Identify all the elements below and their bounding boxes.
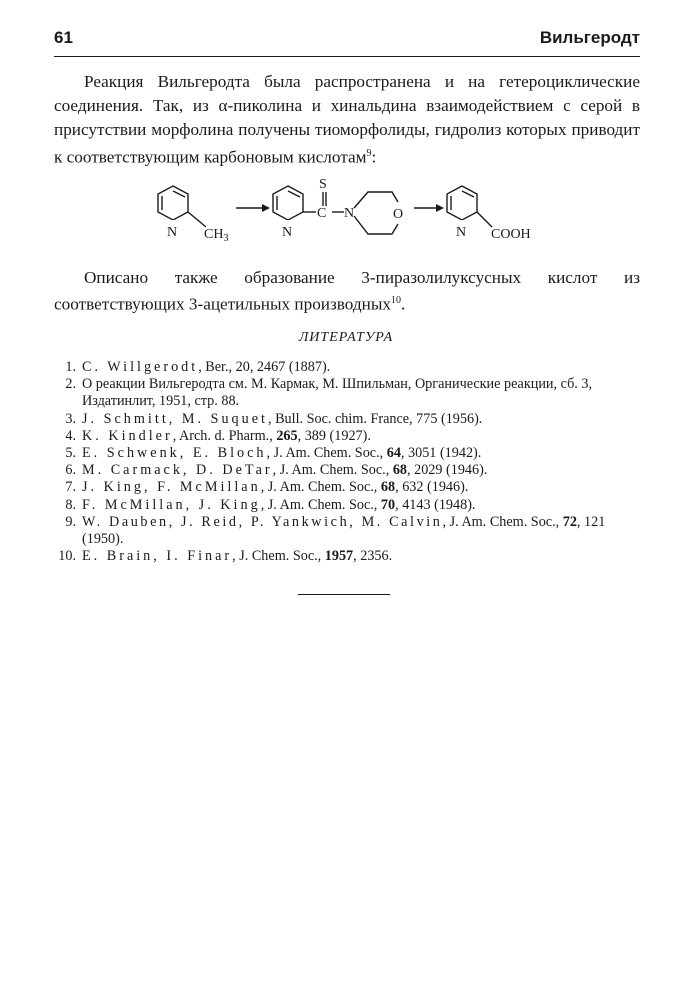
reference-authors: W. Dauben, J. Reid, P. Yankwich, M. Calvin (82, 513, 443, 530)
reference-authors: J. King, F. McMillan (82, 479, 261, 496)
closing-rule (298, 594, 390, 595)
reference-volume: 265 (276, 427, 298, 444)
reference-authors: О реакции Вильгеродта см. М. Кармак, М. Шпильман (82, 376, 408, 393)
reference-item (54, 411, 640, 428)
reference-volume: 68 (392, 462, 407, 479)
footnote-ref-10: 10 (390, 295, 401, 306)
reference-authors: M. Carmack, D. DeTar (82, 462, 273, 479)
reference-item (54, 359, 640, 376)
reference-item (54, 497, 640, 514)
paragraph-1 (54, 70, 640, 170)
methyl-group (204, 227, 228, 244)
reference-source: , J. Am. Chem. Soc., (260, 479, 381, 496)
methyl-label: CH (204, 227, 224, 242)
reference-source: , Ber., 20, 2467 (1887). (198, 359, 331, 375)
reference-item (54, 479, 640, 496)
reference-number: 2. (65, 376, 76, 393)
atom-c: C (317, 206, 327, 221)
reference-pages: , 2029 (1946). (407, 462, 488, 479)
reference-source: , Arch. d. Pharm., (172, 427, 277, 444)
reference-source: , J. Am. Chem. Soc., (272, 462, 393, 479)
reference-authors: E. Brain, I. Finar (82, 548, 233, 565)
paragraph-2 (54, 266, 640, 316)
paragraph-2-text: Описано также образование 3-пиразолилуксусных кислот из соответствующих 3-ацетильных производных (54, 268, 640, 314)
reference-authors: C. Willgerodt (82, 359, 199, 375)
paragraph-1-text: Реакция Вильгеродта была распространена и на гетероциклические соединения. Так, из α-пиколина и хинальдина взаимодействием с серой в присутствии морфолина получены тиоморфолиды, гидролиз которых приводит к соответствующим карбоновым кислотам (54, 72, 640, 167)
reference-authors: F. McMillan, J. King (82, 496, 261, 513)
reference-source: , J. Chem. Soc., (232, 548, 325, 565)
atom-n-1: N (167, 225, 178, 240)
reference-number: 6. (65, 462, 76, 479)
reference-number: 5. (65, 445, 76, 462)
running-title: Вильгеродт (539, 28, 640, 47)
paragraph-1-end: : (371, 147, 377, 167)
reference-volume: 72 (562, 513, 577, 530)
reference-number: 4. (65, 427, 76, 444)
atom-s: S (319, 177, 327, 192)
reference-authors: J. Schmitt, M. Suquet (82, 410, 268, 427)
reference-pages: , 2356. (353, 548, 393, 565)
footnote-ref-9: 9 (366, 148, 372, 159)
atom-o: O (393, 207, 404, 222)
literature-heading: ЛИТЕРАТУРА (298, 330, 394, 345)
reference-item (54, 462, 640, 479)
reference-source: , J. Am. Chem. Soc., (266, 445, 387, 462)
reference-pages: , 121 (1950). (82, 513, 606, 548)
reference-pages: , 389 (1927). (297, 427, 371, 444)
reference-volume: 1957 (324, 548, 354, 565)
reference-number: 3. (65, 410, 76, 427)
reference-pages: , 632 (1946). (395, 479, 469, 496)
reference-authors: E. Schwenk, E. Bloch (82, 445, 267, 462)
reference-number: 7. (65, 479, 76, 496)
reference-item (54, 514, 640, 548)
reference-pages: , 3051 (1942). (400, 445, 482, 462)
reference-source: , J. Am. Chem. Soc., (260, 496, 381, 513)
reference-number: 1. (65, 359, 76, 375)
reference-pages: , 4143 (1948). (395, 496, 476, 513)
header-rule (54, 56, 640, 57)
atom-n-2: N (282, 225, 293, 240)
reference-source: , Органические реакции, сб. 3, Издатинлит, 1951, стр. 88. (82, 376, 593, 410)
reference-item (54, 548, 640, 565)
reference-volume: 64 (386, 445, 401, 462)
reference-item (54, 376, 640, 410)
carboxyl-group: COOH (491, 227, 531, 242)
reaction-scheme (140, 172, 560, 252)
reference-number: 8. (65, 496, 76, 513)
morpholine-ring (354, 192, 398, 208)
page-number: 61 (54, 28, 73, 47)
paragraph-2-end: . (400, 294, 406, 314)
reference-volume: 70 (380, 496, 396, 513)
reference-source: , J. Am. Chem. Soc., (442, 513, 563, 530)
reference-authors: K. Kindler (82, 427, 173, 444)
reference-number: 9. (65, 513, 76, 530)
reference-item (54, 428, 640, 445)
methyl-subscript: 3 (223, 233, 229, 244)
reference-volume: 68 (380, 479, 396, 496)
reference-item (54, 445, 640, 462)
reference-source: , Bull. Soc. chim. France, 775 (1956). (267, 410, 483, 427)
reference-number: 10. (58, 548, 76, 565)
running-header (54, 28, 640, 52)
atom-n-3: N (456, 225, 467, 240)
atom-n-morpholine: N (344, 206, 355, 221)
reference-list (54, 359, 640, 565)
